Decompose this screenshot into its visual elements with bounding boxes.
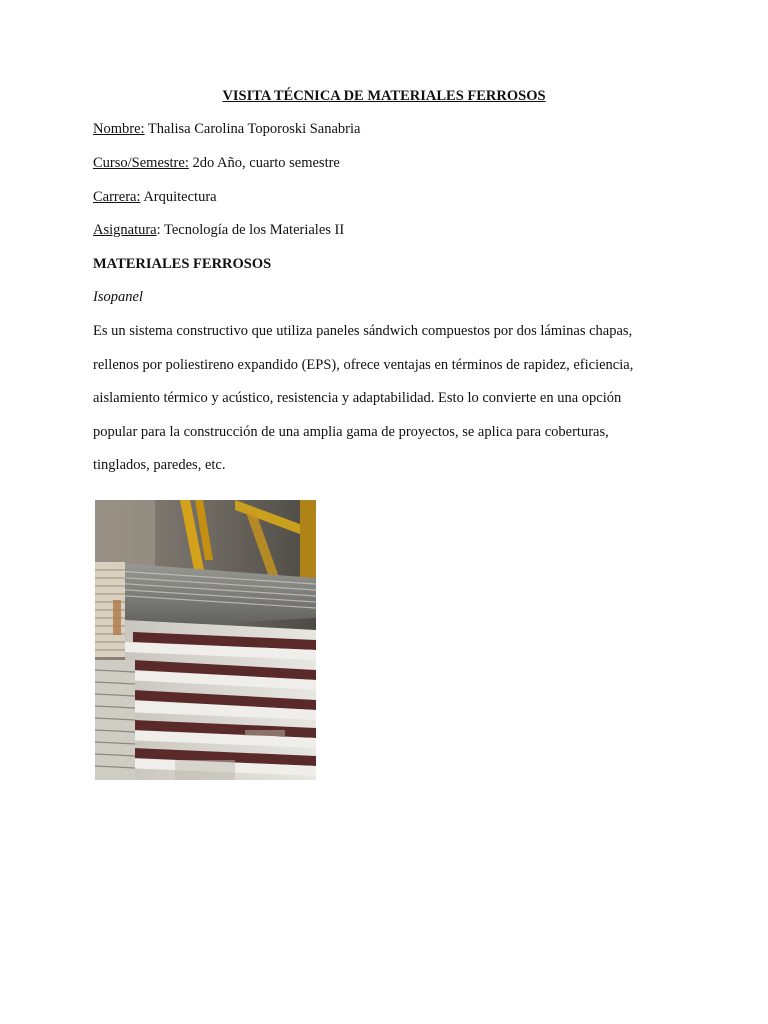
- field-value: Thalisa Carolina Toporoski Sanabria: [147, 121, 361, 137]
- field-nombre: [93, 121, 360, 138]
- document-title: VISITA TÉCNICA DE MATERIALES FERROSOS: [222, 88, 546, 104]
- paragraph-line: rellenos por poliestireno expandido (EPS), ofrece ventajas en términos de rapidez, eficiencia,: [93, 356, 634, 373]
- paragraph-line: popular para la construcción de una amplia gama de proyectos, se aplica para coberturas,: [93, 423, 609, 440]
- field-carrera: [93, 189, 217, 206]
- field-value: Arquitectura: [143, 189, 217, 205]
- field-asignatura: [93, 222, 344, 239]
- body-paragraph: [93, 322, 683, 490]
- subsection-heading: Isopanel: [93, 289, 143, 305]
- field-label: Asignatura: [93, 222, 157, 238]
- paragraph-line: aislamiento térmico y acústico, resistencia y adaptabilidad. Esto lo convierte en una opción: [93, 390, 622, 407]
- paragraph-line: Es un sistema constructivo que utiliza paneles sándwich compuestos por dos láminas chapas,: [93, 323, 633, 339]
- field-label: Carrera:: [93, 189, 141, 205]
- field-separator: :: [156, 222, 165, 238]
- isopanel-stack-photo: [95, 500, 316, 780]
- field-value: 2do Año, cuarto semestre: [192, 155, 340, 171]
- field-label: Nombre:: [93, 121, 145, 137]
- field-value: Tecnología de los Materiales II: [164, 222, 345, 238]
- paragraph-line: tinglados, paredes, etc.: [93, 457, 226, 474]
- section-heading: MATERIALES FERROSOS: [93, 256, 272, 272]
- field-curso-semestre: [93, 155, 340, 172]
- field-label: Curso/Semestre:: [93, 155, 189, 171]
